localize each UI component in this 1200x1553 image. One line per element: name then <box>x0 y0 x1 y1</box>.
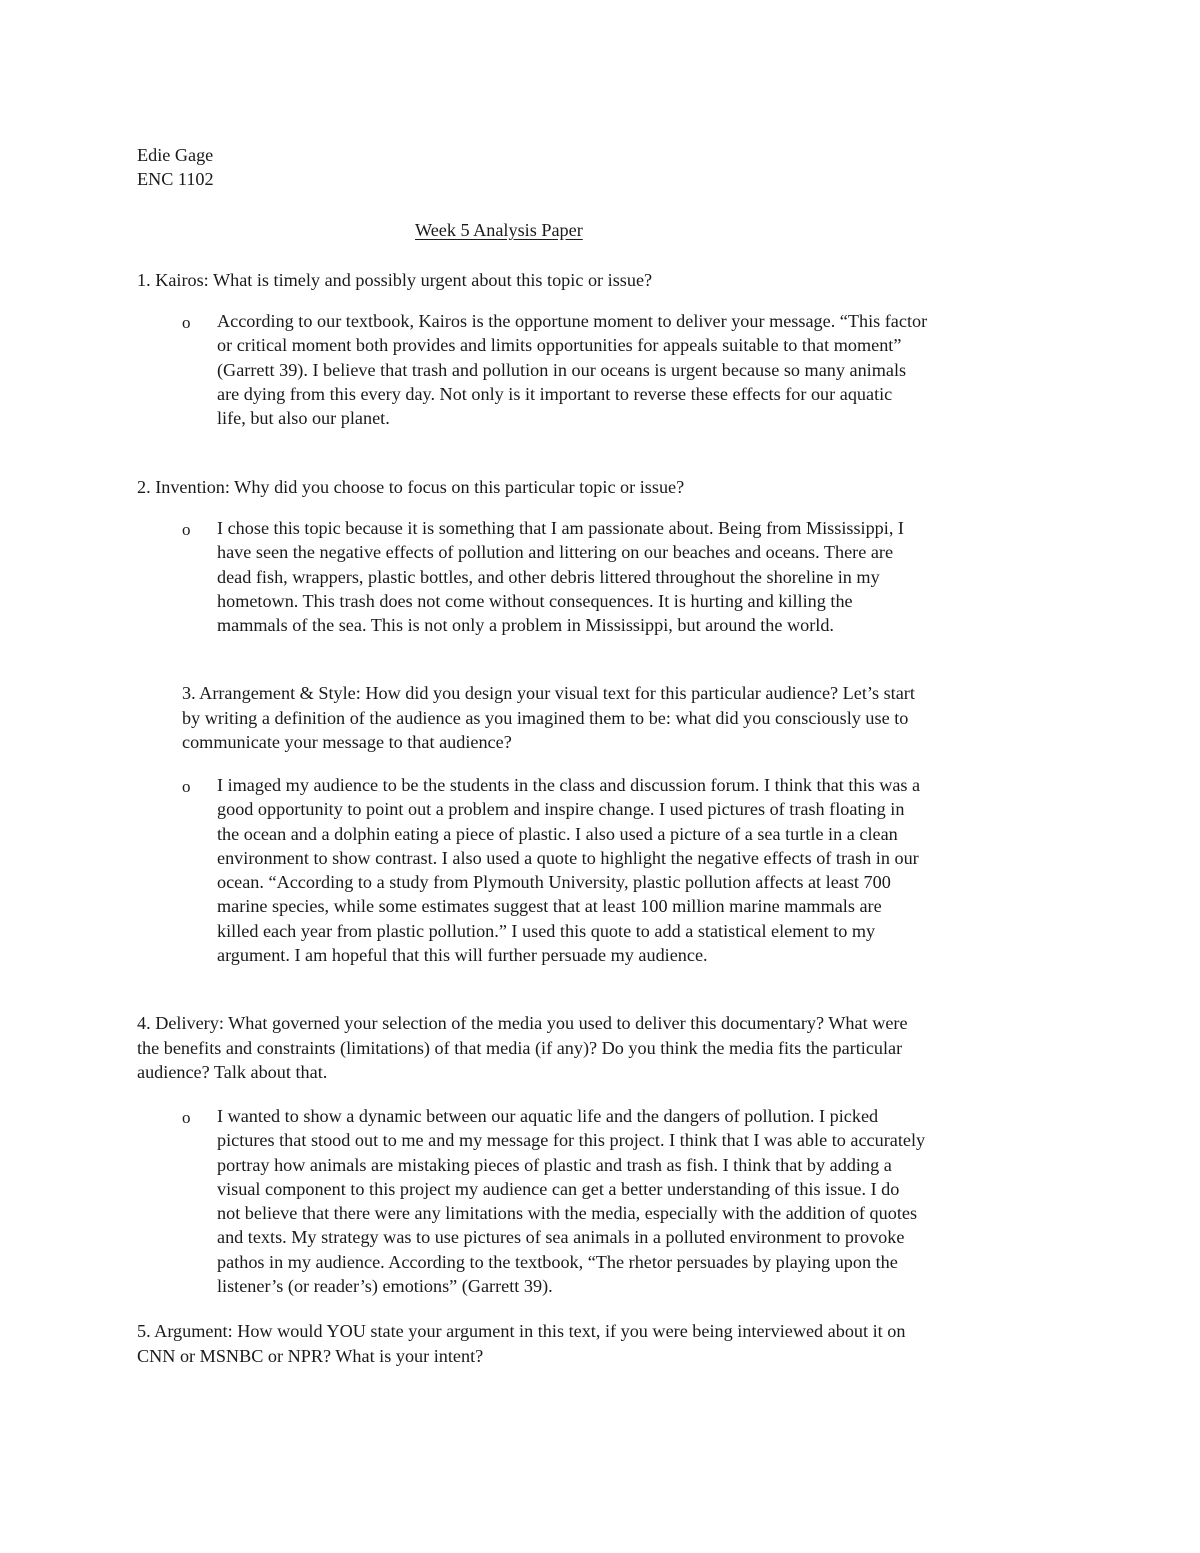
answer-3 <box>217 773 1057 967</box>
answer-line: killed each year from plastic pollution.” I used this quote to add a statistical element to my <box>217 920 876 941</box>
answer-line: I wanted to show a dynamic between our aquatic life and the dangers of pollution. I picked <box>217 1106 879 1126</box>
bullet-marker: o <box>182 1108 191 1127</box>
answer-line: hometown. This trash does not come without consequences. It is hurting and killing the <box>217 590 853 611</box>
answer-line: (Garrett 39). I believe that trash and pollution in our oceans is urgent because so many animals <box>217 359 907 380</box>
bullet-marker: o <box>182 777 191 796</box>
answer-line: visual component to this project my audience can get a better understanding of this issue. I do <box>217 1178 900 1199</box>
question-line: 4. Delivery: What governed your selection of the media you used to deliver this documentary? What were <box>137 1013 908 1033</box>
answer-line: mammals of the sea. This is not only a problem in Mississippi, but around the world. <box>217 615 834 636</box>
answer-4 <box>217 1104 1057 1298</box>
answer-line: and texts. My strategy was to use pictures of sea animals in a polluted environment to provoke <box>217 1227 905 1248</box>
bullet-marker: o <box>182 520 191 539</box>
question-line: 1. Kairos: What is timely and possibly urgent about this topic or issue? <box>137 270 653 290</box>
answer-line: or critical moment both provides and limits opportunities for appeals suitable to that moment” <box>217 335 902 356</box>
answer-line: good opportunity to point out a problem and inspire change. I used pictures of trash floating in <box>217 799 905 820</box>
question-5 <box>137 1319 905 1368</box>
answer-line: have seen the negative effects of pollution and littering on our beaches and oceans. There are <box>217 542 894 563</box>
answer-line: are dying from this every day. Not only is it important to reverse these effects for our aquatic <box>217 383 893 404</box>
answer-line: portray how animals are mistaking pieces of plastic and trash as fish. I think that by adding a <box>217 1154 892 1175</box>
bullet-marker: o <box>182 313 191 332</box>
answer-line: ocean. “According to a study from Plymouth University, plastic pollution affects at least 700 <box>217 872 891 893</box>
question-line: communicate your message to that audience? <box>182 732 512 752</box>
question-4 <box>137 1011 908 1085</box>
question-line: 3. Arrangement & Style: How did you design your visual text for this particular audience? Let’s start <box>182 683 915 703</box>
answer-line: environment to show contrast. I also used a quote to highlight the negative effects of trash in our <box>217 847 919 868</box>
answer-line: dead fish, wrappers, plastic bottles, and other debris littered throughout the shoreline in my <box>217 566 880 587</box>
question-1 <box>137 268 652 293</box>
page-title: Week 5 Analysis Paper <box>415 220 583 240</box>
answer-line: marine species, while some estimates suggest that at least 100 million marine mammals are <box>217 896 882 917</box>
answer-line: pictures that stood out to me and my message for this project. I think that I was able to accurately <box>217 1130 926 1151</box>
question-line: the benefits and constraints (limitations) of that media (if any)? Do you think the media fits the particular <box>137 1037 903 1058</box>
answer-line: listener’s (or reader’s) emotions” (Garrett 39). <box>217 1276 553 1297</box>
answer-2 <box>217 516 1057 637</box>
author-name: Edie Gage <box>137 145 214 165</box>
course-code: ENC 1102 <box>137 169 214 189</box>
answer-line: According to our textbook, Kairos is the opportune moment to deliver your message. “This factor <box>217 311 928 331</box>
answer-line: the ocean and a dolphin eating a piece of plastic. I also used a picture of a sea turtle in a clean <box>217 823 898 844</box>
answer-line: I chose this topic because it is something that I am passionate about. Being from Mississippi, I <box>217 518 904 538</box>
question-line: 2. Invention: Why did you choose to focus on this particular topic or issue? <box>137 477 685 497</box>
question-2 <box>137 475 684 500</box>
question-line: CNN or MSNBC or NPR? What is your intent? <box>137 1345 484 1366</box>
answer-line: I imaged my audience to be the students in the class and discussion forum. I think that this was a <box>217 775 921 795</box>
answer-line: life, but also our planet. <box>217 408 390 429</box>
answer-line: argument. I am hopeful that this will further persuade my audience. <box>217 945 708 966</box>
question-3 <box>182 681 915 755</box>
question-line: 5. Argument: How would YOU state your argument in this text, if you were being interviewed about it on <box>137 1321 906 1341</box>
answer-1 <box>217 309 1057 430</box>
answer-line: pathos in my audience. According to the textbook, “The rhetor persuades by playing upon the <box>217 1251 898 1272</box>
question-line: audience? Talk about that. <box>137 1062 328 1082</box>
question-line: by writing a definition of the audience as you imagined them to be: what did you consciously use to <box>182 707 909 728</box>
answer-line: not believe that there were any limitations with the media, especially with the addition of quotes <box>217 1203 918 1224</box>
